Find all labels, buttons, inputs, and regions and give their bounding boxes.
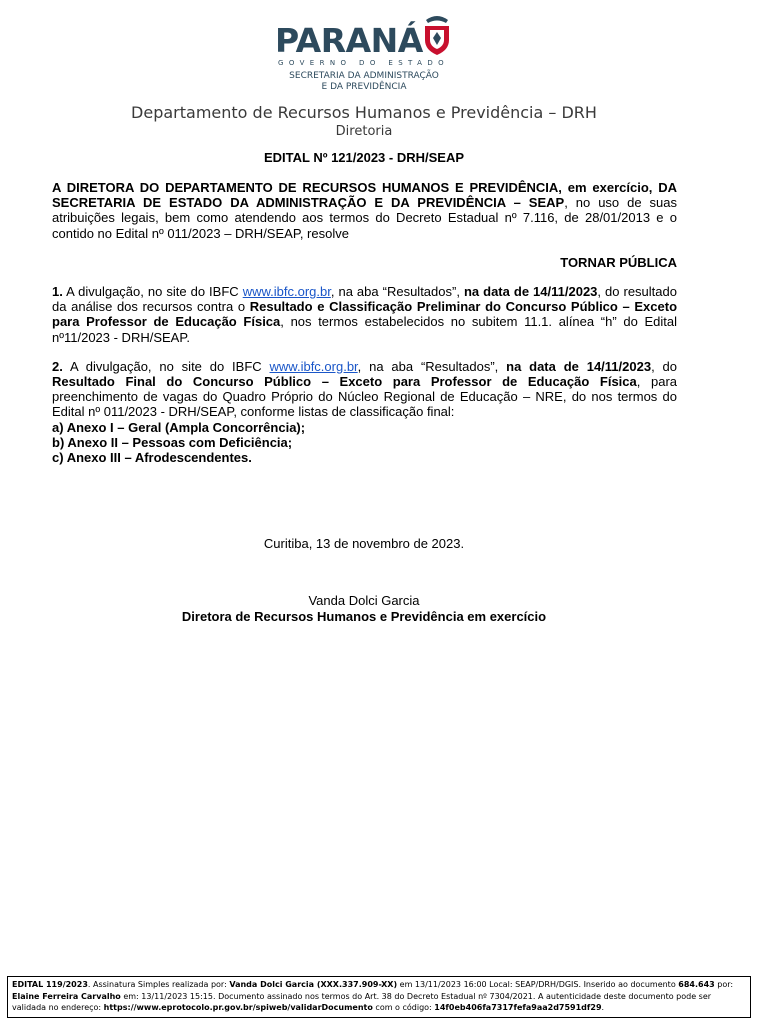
edital-title: EDITAL Nº 121/2023 - DRH/SEAP bbox=[263, 150, 465, 165]
footer-text-12: . bbox=[601, 1003, 605, 1013]
tornar-publica: TORNAR PÚBLICA bbox=[560, 254, 677, 270]
p1-text-a: A divulgação, no site do IBFC bbox=[62, 284, 243, 300]
paragraph-1 bbox=[52, 284, 677, 345]
p2-text-d: , para preenchimento de vagas do Quadro Próprio do Núcleo Regional de Educação – NRE, do nos termos do Edital nº 011/2023 - DRH/SEAP, conforme listas de classificação final: bbox=[52, 374, 677, 420]
logo-gov-text: GOVERNO DO ESTADO bbox=[278, 59, 450, 67]
parana-logo bbox=[270, 14, 500, 94]
footer-validation-url[interactable]: https://www.eprotocolo.pr.gov.br/spiweb/validarDocumento bbox=[103, 1003, 373, 1013]
p1-number: 1. bbox=[52, 284, 63, 300]
logo-secretaria bbox=[270, 71, 458, 93]
intro-rest: , no uso de suas atribuições legais, bem como atendendo aos termos do Decreto Estadual nº 7.116, de 28/01/2013 e o contido no Edital nº 011/2023 – DRH/SEAP, resolve bbox=[52, 195, 677, 241]
document-body bbox=[52, 180, 677, 465]
p1-text-d: , nos termos estabelecidos no subitem 11.1. alínea “h” do Edital nº11/2023 - DRH/SEAP. bbox=[52, 314, 677, 345]
intro-bold: A DIRETORA DO DEPARTAMENTO DE RECURSOS HUMANOS E PREVIDÊNCIA, em exercício, DA SECRETARIA DE ESTADO DA ADMINISTRAÇÃO E DA PREVIDÊNCIA – SEAP bbox=[52, 180, 677, 211]
footer-text-10: com o código: bbox=[372, 1003, 435, 1013]
footer-inserter: Elaine Ferreira Carvalho bbox=[12, 991, 121, 1001]
department-heading: Departamento de Recursos Humanos e Previdência – DRH bbox=[131, 103, 597, 122]
annex-item-1: a) Anexo I – Geral (Ampla Concorrência); bbox=[52, 419, 306, 435]
footer-text-6: por: bbox=[714, 980, 734, 989]
footer-text-4: em 13/11/2023 16:00 Local: SEAP/DRH/DGIS. Inserido ao documento bbox=[397, 980, 679, 989]
paragraph-2 bbox=[52, 359, 677, 420]
annex-item-2: b) Anexo II – Pessoas com Deficiência; bbox=[52, 434, 293, 450]
p1-text-c: , do resultado da análise dos recursos contra o bbox=[52, 284, 677, 315]
ibfc-link-2[interactable]: www.ibfc.org.br bbox=[269, 358, 358, 374]
p2-text-a: A divulgação, no site do IBFC bbox=[62, 358, 270, 374]
footer-signer: Vanda Dolci Garcia (XXX.337.909-XX) bbox=[229, 980, 398, 989]
footer-text-8: em: 13/11/2023 15:15. Documento assinado nos termos do Art. 38 do Decreto Estadual nº 7304/2021. A autenticidade deste documento pode ser validada no endereço: bbox=[12, 991, 712, 1013]
p2-number: 2. bbox=[52, 358, 63, 374]
p2-bold: Resultado Final do Concurso Público – Exceto para Professor de Educação Física bbox=[52, 374, 637, 390]
directorate-heading: Diretoria bbox=[335, 124, 393, 139]
parana-crest-icon bbox=[420, 14, 454, 56]
p2-text-c: , do bbox=[651, 358, 677, 374]
footer-text-2: . Assinatura Simples realizada por: bbox=[87, 980, 230, 989]
footer-edital: EDITAL 119/2023 bbox=[12, 980, 88, 989]
ibfc-link-1[interactable]: www.ibfc.org.br bbox=[242, 284, 331, 300]
intro-paragraph bbox=[52, 180, 677, 241]
signature-footer bbox=[7, 976, 751, 1018]
p1-text-b: , na aba “Resultados”, bbox=[330, 284, 464, 300]
city-date: Curitiba, 13 de novembro de 2023. bbox=[263, 536, 465, 551]
p1-bold: Resultado e Classificação Preliminar do Concurso Público – Exceto para Professor de Educação Física bbox=[52, 299, 678, 330]
signer-name: Vanda Dolci Garcia bbox=[308, 593, 420, 608]
logo-sec-line1: SECRETARIA DA ADMINISTRAÇÃO bbox=[289, 71, 439, 81]
annex-item-3: c) Anexo III – Afrodescendentes. bbox=[52, 450, 252, 466]
footer-doc-number: 684.643 bbox=[678, 980, 715, 989]
logo-sec-line2: E DA PREVIDÊNCIA bbox=[321, 82, 407, 92]
p1-date: na data de 14/11/2023 bbox=[463, 284, 598, 300]
signer-role: Diretora de Recursos Humanos e Previdência em exercício bbox=[181, 609, 547, 624]
p2-date: na data de 14/11/2023 bbox=[506, 358, 652, 374]
logo-wordmark: PARANÁ bbox=[275, 21, 423, 60]
p2-text-b: , na aba “Resultados”, bbox=[357, 358, 507, 374]
footer-code: 14f0eb406fa7317fefa9aa2d7591df29 bbox=[434, 1003, 602, 1013]
